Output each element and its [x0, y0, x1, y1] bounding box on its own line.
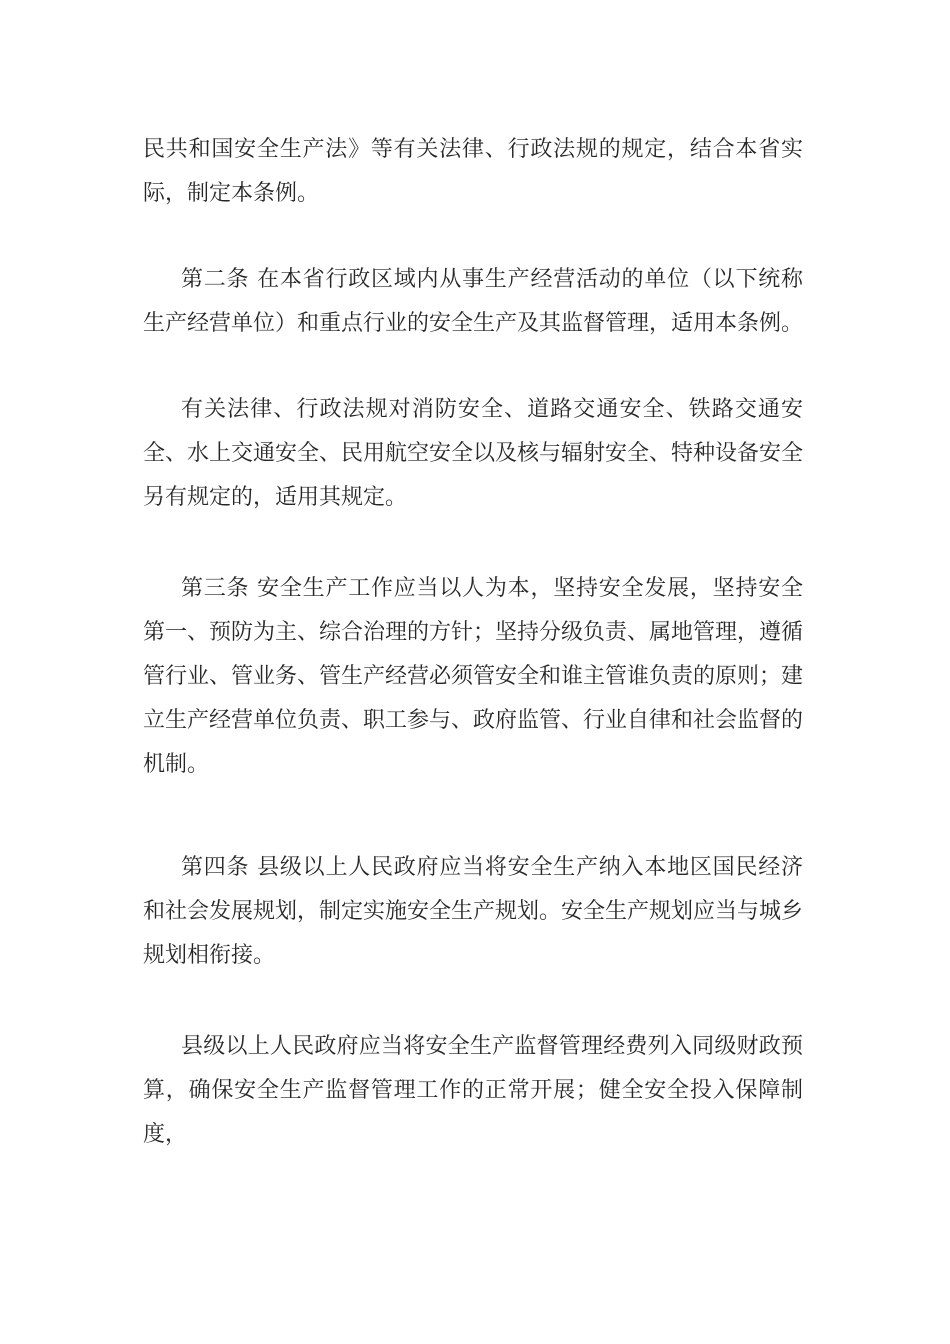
- paragraph-1-block: [143, 128, 803, 216]
- paragraph-article-4: 第四条 县级以上人民政府应当将安全生产纳入本地区国民经济和社会发展规划，制定实施安全生产规划。安全生产规划应当与城乡规划相衔接。: [143, 855, 804, 968]
- paragraph: 有关法律、行政法规对消防安全、道路交通安全、铁路交通安全、水上交通安全、民用航空安全以及核与辐射安全、特种设备安全另有规定的，适用其规定。: [143, 397, 804, 510]
- paragraph-3-block: [143, 388, 803, 520]
- paragraph-4-block: [143, 567, 803, 787]
- paragraph-6-block: [143, 1025, 803, 1157]
- paragraph: 民共和国安全生产法》等有关法律、行政法规的规定，结合本省实际，制定本条例。: [143, 137, 803, 206]
- paragraph-article-3: 第三条 安全生产工作应当以人为本，坚持安全发展，坚持安全第一、预防为主、综合治理的方针；坚持分级负责、属地管理，遵循管行业、管业务、管生产经营必须管安全和谁主管谁负责的原则；建立生产经营单位负责、职工参与、政府监管、行业自律和社会监督的机制。: [143, 576, 804, 777]
- paragraph-2-block: [143, 258, 803, 346]
- paragraph: 县级以上人民政府应当将安全生产监督管理经费列入同级财政预算，确保安全生产监督管理工作的正常开展；健全安全投入保障制度，: [143, 1034, 803, 1147]
- paragraph-article-2: 第二条 在本省行政区域内从事生产经营活动的单位（以下统称生产经营单位）和重点行业的安全生产及其监督管理，适用本条例。: [143, 267, 804, 336]
- paragraph-5-block: [143, 846, 803, 978]
